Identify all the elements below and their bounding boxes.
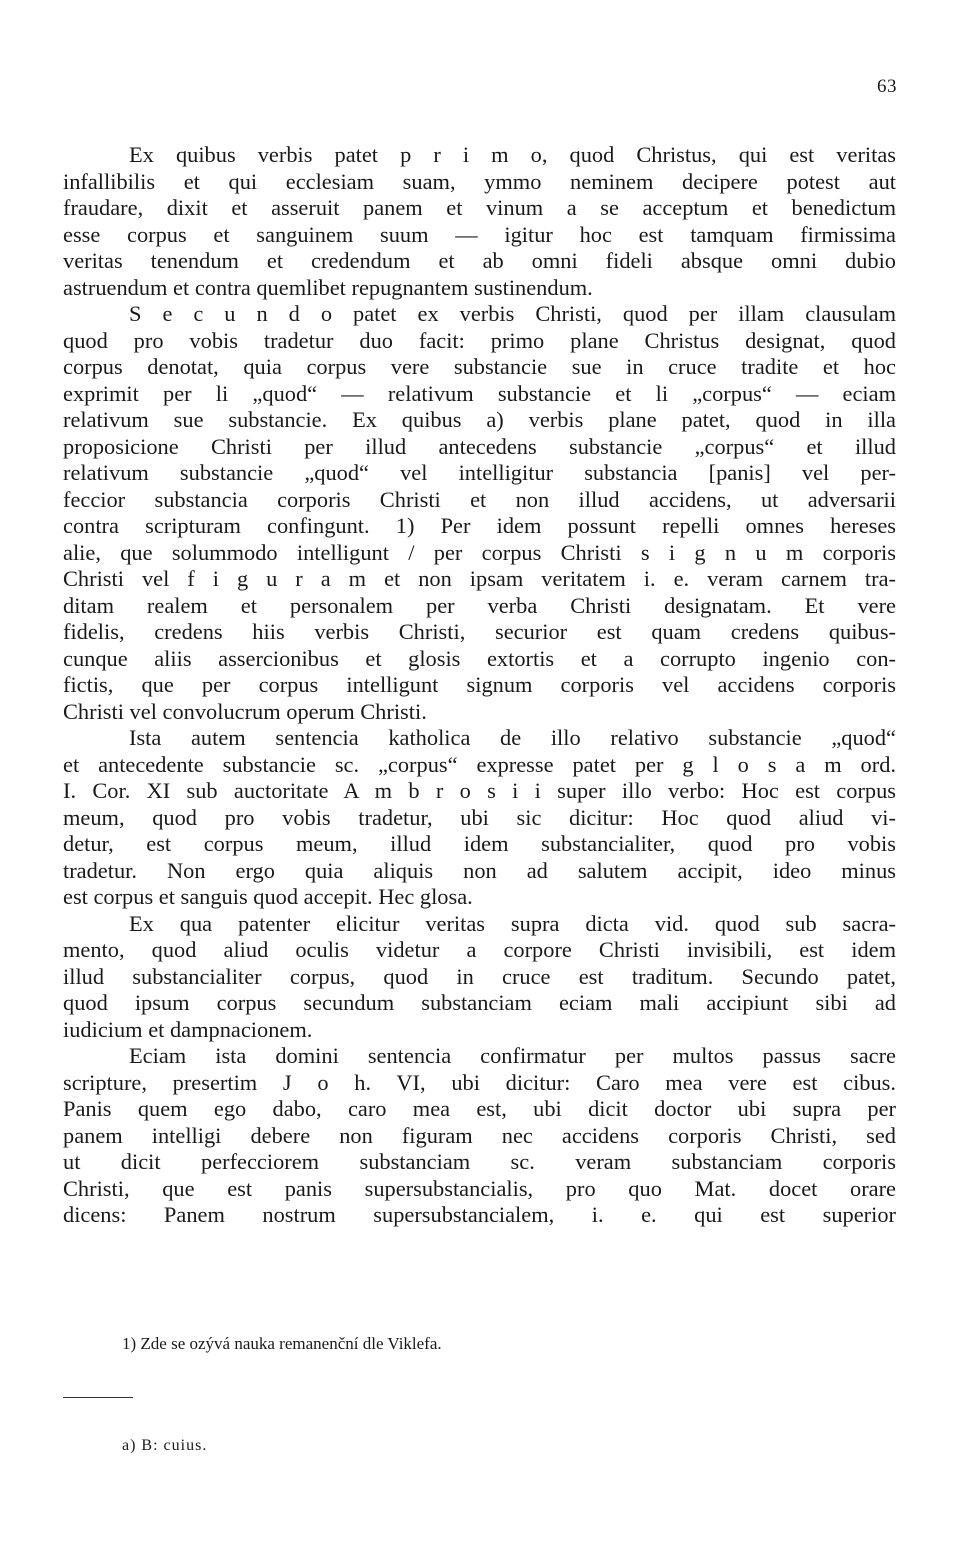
body-line: exprimit per li „quod“ — relativum substancie et li „corpus“ — eciam [63, 380, 896, 406]
body-line: est corpus et sanguis quod accepit. Hec glosa. [63, 884, 473, 909]
body-line: veritas tenendum et credendum et ab omni fideli absque omni dubio [63, 248, 896, 273]
body-line: tradetur. Non ergo quia aliquis non ad salutem accipit, ideo minus [63, 857, 896, 883]
body-line: Christi, que est panis supersubstancialis, pro quo Mat. docet orare [63, 1175, 896, 1201]
body-line: iudicium et dampnacionem. [63, 1016, 313, 1042]
body-line: ut dicit perfecciorem substanciam sc. veram substanciam corporis [63, 1149, 896, 1174]
body-line: quod ipsum corpus secundum substanciam eciam mali accipiunt sibi ad [63, 990, 896, 1015]
body-line: dicens: Panem nostrum supersubstancialem, i. e. qui est superior [63, 1202, 896, 1227]
body-line: contra scripturam confingunt. 1) Per idem possunt repelli omnes hereses [63, 513, 896, 538]
body-line: relativum substancie „quod“ vel intelligitur substancia [panis] vel per- [63, 460, 896, 485]
body-line: Panis quem ego dabo, caro mea est, ubi dicit doctor ubi supra per [63, 1096, 896, 1121]
body-line: fictis, que per corpus intelligunt signum corporis vel accidens corporis [63, 672, 896, 697]
footnote-divider [63, 1397, 133, 1398]
body-line: astruendum et contra quemlibet repugnantem sustinendum. [63, 274, 593, 300]
body-line: et antecedente substancie sc. „corpus“ expresse patet per g l o s a m ord. [63, 751, 896, 777]
body-line: S e c u n d o patet ex verbis Christi, quod per illam clausulam [129, 301, 896, 326]
body-line: I. Cor. XI sub auctoritate A m b r o s i i super illo verbo: Hoc est corpus [63, 778, 896, 803]
footnote: 1) Zde se ozývá nauka remanenční dle Viklefa. [122, 1334, 442, 1353]
page-number: 63 [877, 76, 897, 97]
body-line: feccior substancia corporis Christi et non illud accidens, ut adversarii [63, 486, 896, 512]
variant-note: a) B: cuius. [122, 1437, 208, 1454]
body-line: proposicione Christi per illud antecedens substancie „corpus“ et illud [63, 433, 896, 459]
body-line: esse corpus et sanguinem suum — igitur hoc est tamquam firmissima [63, 221, 896, 247]
body-line: Christi vel convolucrum operum Christi. [63, 698, 427, 724]
body-line: cunque aliis assercionibus et glosis extortis et a corrupto ingenio con- [63, 645, 896, 671]
body-line: relativum sue substancie. Ex quibus a) verbis plane patet, quod in illa [63, 407, 896, 432]
body-text [63, 142, 896, 1229]
body-line: illud substancialiter corpus, quod in cruce est traditum. Secundo patet, [63, 963, 896, 989]
body-line: Christi vel f i g u r a m et non ipsam veritatem i. e. veram carnem tra- [63, 566, 896, 591]
body-line: fraudare, dixit et asseruit panem et vinum a se acceptum et benedictum [63, 195, 896, 220]
body-line: Ex qua patenter elicitur veritas supra dicta vid. quod sub sacra- [129, 910, 896, 936]
body-line: corpus denotat, quia corpus vere substancie sue in cruce tradite et hoc [63, 354, 896, 379]
body-line: scripture, presertim J o h. VI, ubi dicitur: Caro mea vere est cibus. [63, 1069, 896, 1095]
body-line: alie, que solummodo intelligunt / per corpus Christi s i g n u m corporis [63, 539, 896, 565]
body-line: quod pro vobis tradetur duo facit: primo plane Christus designat, quod [63, 327, 896, 353]
body-line: Ista autem sentencia katholica de illo relativo substancie „quod“ [129, 725, 896, 750]
body-line: Eciam ista domini sentencia confirmatur per multos passus sacre [129, 1043, 896, 1068]
body-line: panem intelligi debere non figuram nec accidens corporis Christi, sed [63, 1122, 896, 1148]
body-line: mento, quod aliud oculis videtur a corpore Christi invisibili, est idem [63, 937, 896, 962]
body-line: ditam realem et personalem per verba Christi designatam. Et vere [63, 592, 896, 618]
body-line: detur, est corpus meum, illud idem substancialiter, quod pro vobis [63, 831, 896, 856]
body-line: infallibilis et qui ecclesiam suam, ymmo neminem decipere potest aut [63, 168, 896, 194]
body-line: meum, quod pro vobis tradetur, ubi sic dicitur: Hoc quod aliud vi- [63, 804, 896, 830]
body-line: Ex quibus verbis patet p r i m o, quod Christus, qui est veritas [129, 142, 896, 167]
body-line: fidelis, credens hiis verbis Christi, securior est quam credens quibus- [63, 619, 896, 644]
